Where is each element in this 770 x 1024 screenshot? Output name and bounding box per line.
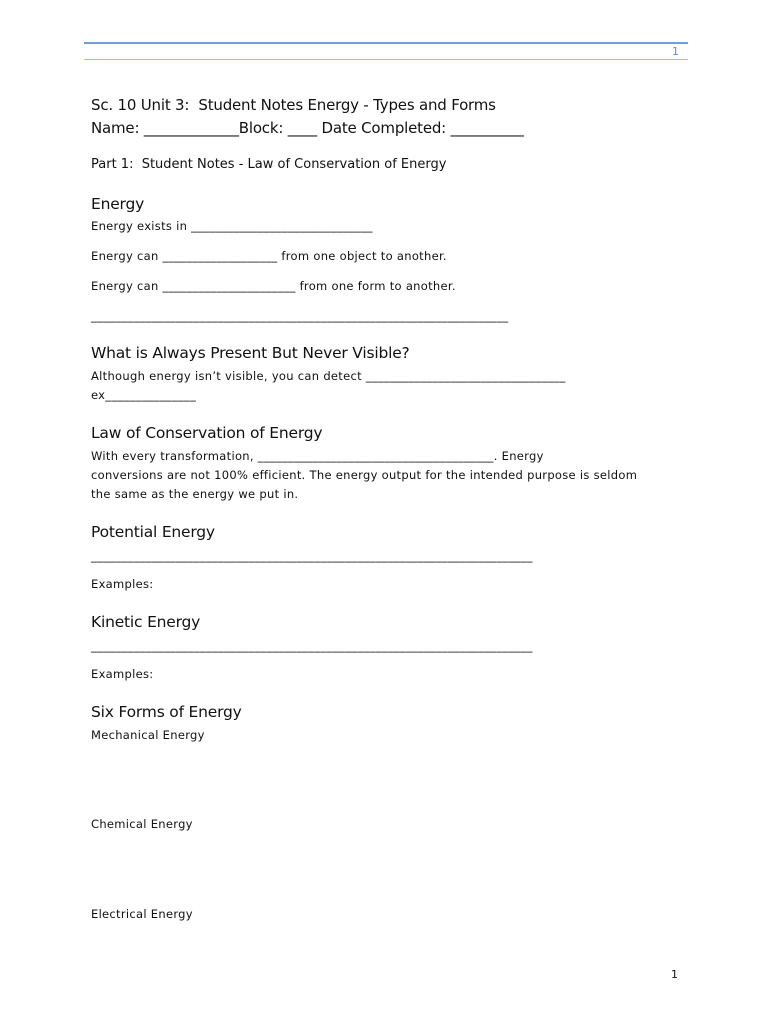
chemical-energy-label: Chemical Energy <box>91 817 193 831</box>
energy-blank-rule: _____________________________________________________________________ <box>91 309 509 323</box>
potential-examples-label: Examples: <box>91 577 154 591</box>
electrical-energy-label: Electrical Energy <box>91 907 193 921</box>
energy-transfer-line: Energy can ___________________ from one object to another. <box>91 249 447 263</box>
six-forms-heading: Six Forms of Energy <box>91 703 242 721</box>
part1-label: Part 1: Student Notes - Law of Conservation of Energy <box>91 157 447 172</box>
potential-energy-rule: _________________________________________________________________________ <box>91 549 533 563</box>
header-page-number: 1 <box>672 45 679 58</box>
document-title: Sc. 10 Unit 3: Student Notes Energy - Types and Forms <box>91 96 496 114</box>
energy-transform-line: Energy can ______________________ from one form to another. <box>91 279 456 293</box>
name-block-date-line: Name: _____________Block: ____ Date Completed: __________ <box>91 119 524 137</box>
energy-heading: Energy <box>91 195 145 213</box>
page-header <box>84 42 688 60</box>
example-blank-line: ex_______________ <box>91 388 197 402</box>
detect-energy-line: Although energy isn’t visible, you can detect _________________________________ <box>91 369 566 383</box>
conservation-line-3: the same as the energy we put in. <box>91 487 299 501</box>
kinetic-energy-heading: Kinetic Energy <box>91 613 201 631</box>
footer-page-number: 1 <box>671 968 678 981</box>
mechanical-energy-label: Mechanical Energy <box>91 728 205 742</box>
kinetic-energy-rule: _________________________________________________________________________ <box>91 639 533 653</box>
energy-exists-line: Energy exists in ______________________________ <box>91 219 373 233</box>
conservation-line-1: With every transformation, _______________________________________. Energy <box>91 449 544 463</box>
kinetic-examples-label: Examples: <box>91 667 154 681</box>
conservation-heading: Law of Conservation of Energy <box>91 424 323 442</box>
potential-energy-heading: Potential Energy <box>91 523 215 541</box>
always-present-heading: What is Always Present But Never Visible? <box>91 344 410 362</box>
conservation-line-2: conversions are not 100% efficient. The energy output for the intended purpose is seldom <box>91 468 638 482</box>
